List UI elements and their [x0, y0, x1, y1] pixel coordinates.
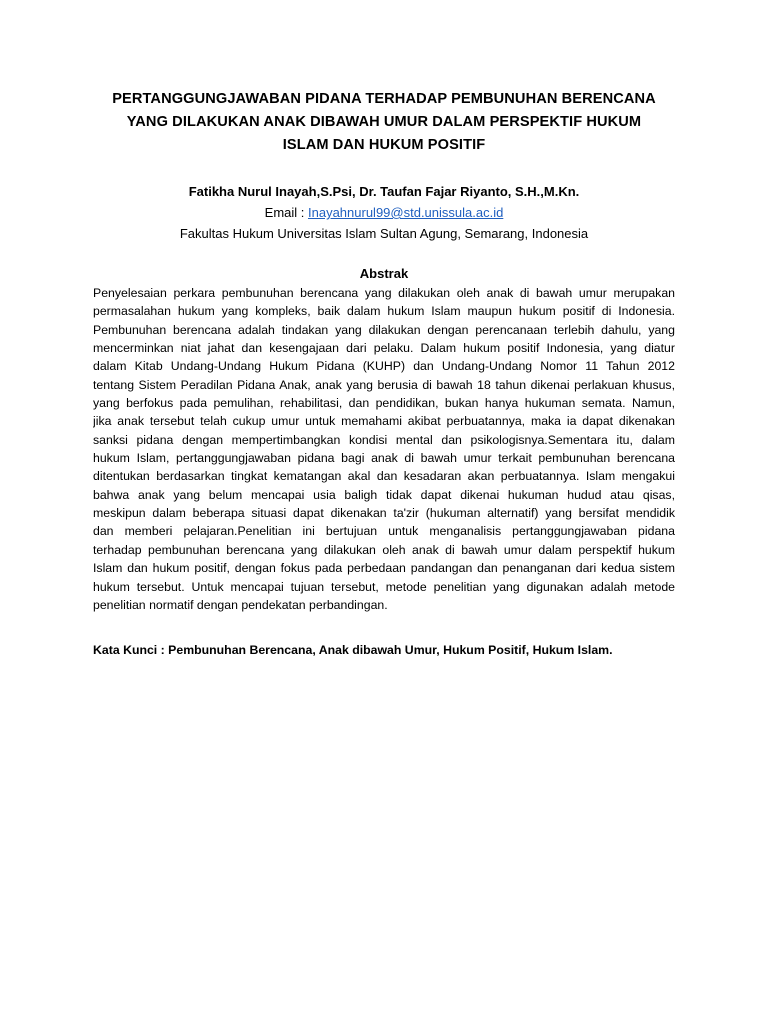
- abstract-line: ditentukan berdasarkan tingkat kematangan akal dan kesadaran akan perbuatannya. Islam mengakui: [93, 469, 675, 484]
- author-list: Fatikha Nurul Inayah,S.Psi, Dr. Taufan Fajar Riyanto, S.H.,M.Kn.: [188, 184, 580, 199]
- abstract-line: hukum Islam, pertanggungjawaban pidana bagi anak di bawah umur terkait pembunuhan berencana: [93, 451, 675, 466]
- abstract-line: meskipun dalam beberapa situasi dapat dikenakan ta'zir (hukuman alternatif) yang bersifat mendidik: [93, 506, 675, 521]
- abstract-line: mencerminkan niat jahat dan kesengajaan dari pelaku. Dalam hukum positif Indonesia, yang diatur: [93, 341, 675, 356]
- abstract-line: Penyelesaian perkara pembunuhan berencana yang dilakukan oleh anak di bawah umur merupakan: [93, 286, 675, 300]
- abstract-heading: Abstrak: [359, 266, 409, 281]
- email-label: Email :: [264, 205, 308, 220]
- abstract-line: jika anak tersebut telah cukup umur untuk memahami akibat perbuatannya, maka ia dapat dikenakan: [93, 414, 675, 429]
- abstract-line: Islam dan hukum positif, dengan fokus pada perbedaan pandangan dan penanganan dari kedua sistem: [93, 561, 675, 576]
- abstract-line: yang berfokus pada pemulihan, rehabilitasi, dan pendidikan, bukan hanya hukuman semata. Namun,: [93, 396, 675, 411]
- abstract-line: dalam Kitab Undang-Undang Hukum Pidana (KUHP) dan Undang-Undang Nomor 11 Tahun 2012: [93, 359, 675, 374]
- email-link[interactable]: Inayahnurul99@std.unissula.ac.id: [308, 205, 504, 220]
- abstract-line: sanksi pidana dengan mempertimbangkan kondisi mental dan psikologisnya.Sementara itu, dalam: [93, 432, 675, 447]
- abstract-line: penelitian normatif dengan pendekatan perbandingan.: [93, 597, 388, 612]
- paper-title: [80, 88, 688, 157]
- title-line-3: ISLAM DAN HUKUM POSITIF: [282, 137, 486, 153]
- abstract-line: permasalahan hukum yang kompleks, baik dalam hukum Islam maupun hukum positif di Indonesia.: [93, 304, 675, 319]
- abstract-line: terhadap pembunuhan berencana yang dilakukan oleh anak di bawah umur dalam perspektif hukum: [93, 542, 675, 557]
- affiliation: Fakultas Hukum Universitas Islam Sultan Agung, Semarang, Indonesia: [179, 226, 589, 241]
- abstract-line: hukum tersebut. Untuk mencapai tujuan tersebut, metode penelitian yang digunakan adalah metode: [93, 579, 675, 594]
- abstract-line: bahwa anak yang belum mencapai usia baligh tidak dapat dikenai hukuman hudud atau qisas,: [93, 487, 675, 502]
- abstract-line: Pembunuhan berencana adalah tindakan yang dilakukan dengan perencanaan terlebih dahulu, yang: [93, 322, 675, 337]
- keywords: Kata Kunci : Pembunuhan Berencana, Anak dibawah Umur, Hukum Positif, Hukum Islam.: [93, 643, 613, 657]
- title-line-1: PERTANGGUNGJAWABAN PIDANA TERHADAP PEMBUNUHAN BERENCANA: [112, 91, 656, 107]
- title-line-2: YANG DILAKUKAN ANAK DIBAWAH UMUR DALAM PERSPEKTIF HUKUM: [126, 114, 642, 130]
- abstract-line: dan memberi pelajaran.Penelitian ini bertujuan untuk menganalisis pertanggungjawaban pidana: [93, 524, 675, 539]
- abstract-body: [93, 284, 675, 614]
- abstract-line: tentang Sistem Peradilan Pidana Anak, anak yang berusia di bawah 18 tahun dikenai perlakuan khusus,: [93, 377, 675, 392]
- email-line: [60, 203, 708, 223]
